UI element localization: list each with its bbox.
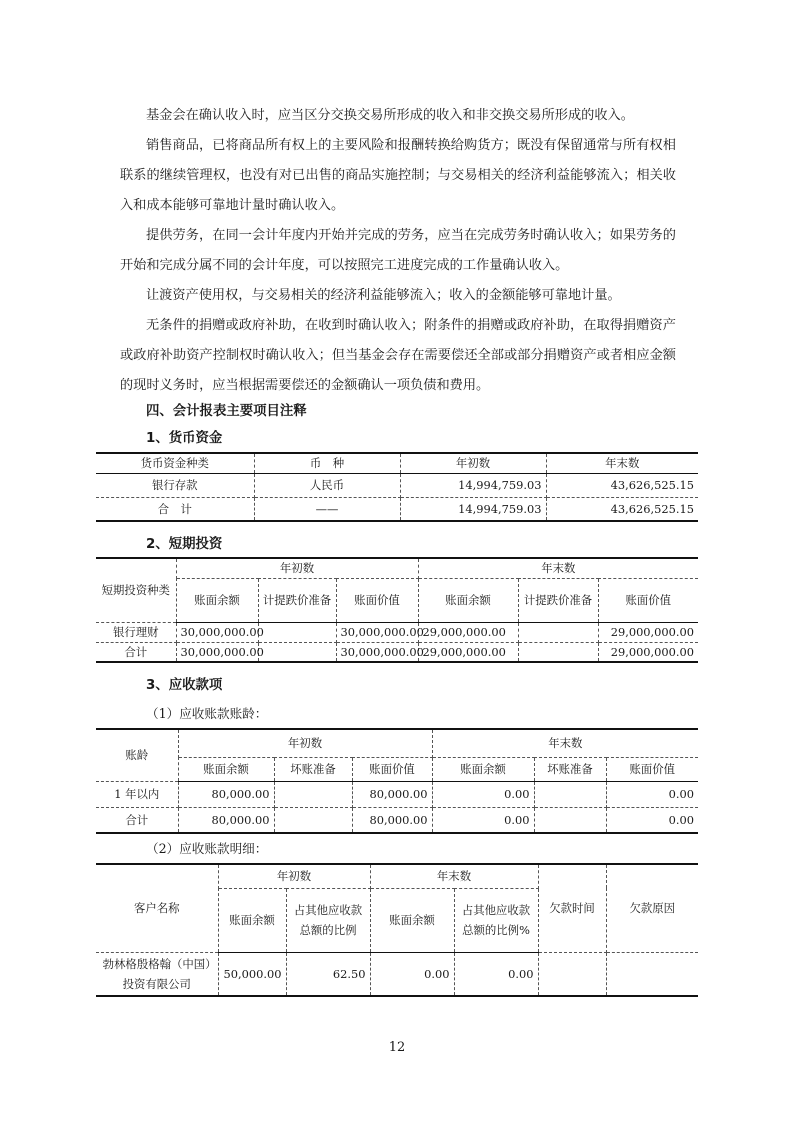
- table-cell: ——: [254, 497, 400, 521]
- table-cell: 80,000.00: [178, 807, 274, 833]
- table-cell: 0.00: [432, 781, 534, 807]
- table-cell: [534, 781, 606, 807]
- paragraph-revenue-intro: 基金会在确认收入时，应当区分交换交易所形成的收入和非交换交易所形成的收入。: [146, 108, 634, 123]
- table-row: [96, 807, 698, 833]
- table-header-row: [96, 558, 698, 578]
- table-cell: 43,626,525.15: [546, 473, 698, 497]
- table-cell: 50,000.00: [218, 952, 286, 996]
- table-cell: [274, 807, 352, 833]
- short-investment-title: 2、短期投资: [146, 537, 223, 552]
- detail-subtitle: （2）应收账款明细：: [146, 841, 268, 856]
- header-group-end: 年末数: [432, 729, 698, 757]
- header-cell: 账面价值: [598, 578, 698, 622]
- table-cell: 0.00: [606, 807, 698, 833]
- header-cell: 账面价值: [336, 578, 418, 622]
- table-cell: 0.00: [606, 781, 698, 807]
- table-cell: 80,000.00: [352, 807, 432, 833]
- table-cell: 29,000,000.00: [598, 642, 698, 662]
- table-cell: 合计: [96, 807, 178, 833]
- table-cell: [274, 781, 352, 807]
- table-header-row: [96, 578, 698, 622]
- aging-subtitle: （1）应收账款账龄：: [146, 706, 268, 721]
- header-cell: 坏账准备: [274, 757, 352, 781]
- cash-title: 1、货币资金: [146, 431, 223, 446]
- short-investment-table: [96, 557, 698, 663]
- table-cell: 银行存款: [96, 473, 254, 497]
- header-cell: 账面余额: [432, 757, 534, 781]
- table-cell: [534, 807, 606, 833]
- table-cell: 银行理财: [96, 622, 176, 642]
- header-cell: 客户名称: [96, 864, 218, 952]
- header-cell: 短期投资种类: [96, 558, 176, 622]
- table-cell: 30,000,000.00: [176, 622, 258, 642]
- paragraph-donations: 无条件的捐赠或政府补助，在收到时确认收入；附条件的捐赠或政府补助，在取得捐赠资产或政府补助资产控制权时确认收入；但当基金会存在需要偿还全部或部分捐赠资产或者相应金额的现时义务时，应当根据需要偿还的金额确认一项负债和费用。: [120, 318, 676, 393]
- header-group-begin: 年初数: [178, 729, 432, 757]
- table-cell: 30,000,000.00: [336, 642, 418, 662]
- header-group-end: 年末数: [370, 864, 538, 888]
- table-cell: 合 计: [96, 497, 254, 521]
- table-cell: [258, 642, 336, 662]
- paragraph-goods-sale: 销售商品，已将商品所有权上的主要风险和报酬转换给购货方；既没有保留通常与所有权相联系的继续管理权，也没有对已出售的商品实施控制；与交易相关的经济利益能够流入；相关收入和成本能够可靠地计量时确认收入。: [120, 138, 676, 213]
- table-header-row: [96, 864, 698, 888]
- table-header-row: [96, 453, 698, 473]
- header-cell: 账面余额: [176, 578, 258, 622]
- header-cell: 欠款时间: [538, 864, 606, 952]
- receivables-title: 3、应收款项: [146, 678, 223, 693]
- table-cell: [538, 952, 606, 996]
- table-row: [96, 473, 698, 497]
- aging-table: [96, 728, 698, 834]
- table-cell: 29,000,000.00: [418, 642, 518, 662]
- header-cell: 计提跌价准备: [258, 578, 336, 622]
- table-cell: [518, 622, 598, 642]
- receivable-detail-table: [96, 863, 698, 997]
- table-row: [96, 781, 698, 807]
- table-cell: 0.00: [370, 952, 454, 996]
- table-cell: 30,000,000.00: [336, 622, 418, 642]
- table-cell: 勃林格殷格翰（中国）投资有限公司: [96, 952, 218, 996]
- table-row: [96, 642, 698, 662]
- table-row: [96, 622, 698, 642]
- table-cell: 0.00: [454, 952, 538, 996]
- header-cell: 币 种: [254, 453, 400, 473]
- table-cell: 0.00: [432, 807, 534, 833]
- header-cell: 年末数: [546, 453, 698, 473]
- table-cell: 62.50: [286, 952, 370, 996]
- table-row: [96, 497, 698, 521]
- table-header-row: [96, 757, 698, 781]
- header-cell: 账面余额: [418, 578, 518, 622]
- header-group-begin: 年初数: [176, 558, 418, 578]
- header-cell: 账面价值: [352, 757, 432, 781]
- table-cell: 30,000,000.00: [176, 642, 258, 662]
- table-cell: 80,000.00: [178, 781, 274, 807]
- table-header-row: [96, 729, 698, 757]
- table-cell: 合计: [96, 642, 176, 662]
- paragraph-services: 提供劳务，在同一会计年度内开始并完成的劳务，应当在完成劳务时确认收入；如果劳务的开始和完成分属不同的会计年度，可以按照完工进度完成的工作量确认收入。: [120, 228, 676, 273]
- header-cell: 账面余额: [178, 757, 274, 781]
- header-cell: 欠款原因: [606, 864, 698, 952]
- header-cell: 占其他应收款总额的比例%: [454, 888, 538, 952]
- table-cell: [606, 952, 698, 996]
- header-group-begin: 年初数: [218, 864, 370, 888]
- paragraph-asset-use: 让渡资产使用权，与交易相关的经济利益能够流入；收入的金额能够可靠地计量。: [146, 288, 621, 303]
- table-cell: 人民币: [254, 473, 400, 497]
- table-cell: [518, 642, 598, 662]
- table-cell: 29,000,000.00: [418, 622, 518, 642]
- table-cell: 29,000,000.00: [598, 622, 698, 642]
- header-cell: 计提跌价准备: [518, 578, 598, 622]
- header-cell: 账面余额: [218, 888, 286, 952]
- page-number: 12: [388, 1040, 406, 1055]
- header-group-end: 年末数: [418, 558, 698, 578]
- header-cell: 占其他应收款总额的比例: [286, 888, 370, 952]
- header-cell: 账龄: [96, 729, 178, 781]
- table-row: [96, 952, 698, 996]
- table-cell: 80,000.00: [352, 781, 432, 807]
- header-cell: 年初数: [400, 453, 546, 473]
- header-cell: 账面余额: [370, 888, 454, 952]
- header-cell: 坏账准备: [534, 757, 606, 781]
- cash-table: [96, 452, 698, 522]
- table-cell: 14,994,759.03: [400, 497, 546, 521]
- table-cell: 14,994,759.03: [400, 473, 546, 497]
- section-title: 四、会计报表主要项目注释: [146, 404, 307, 419]
- table-cell: 43,626,525.15: [546, 497, 698, 521]
- header-cell: 货币资金种类: [96, 453, 254, 473]
- table-cell: [258, 622, 336, 642]
- header-cell: 账面价值: [606, 757, 698, 781]
- table-cell: 1 年以内: [96, 781, 178, 807]
